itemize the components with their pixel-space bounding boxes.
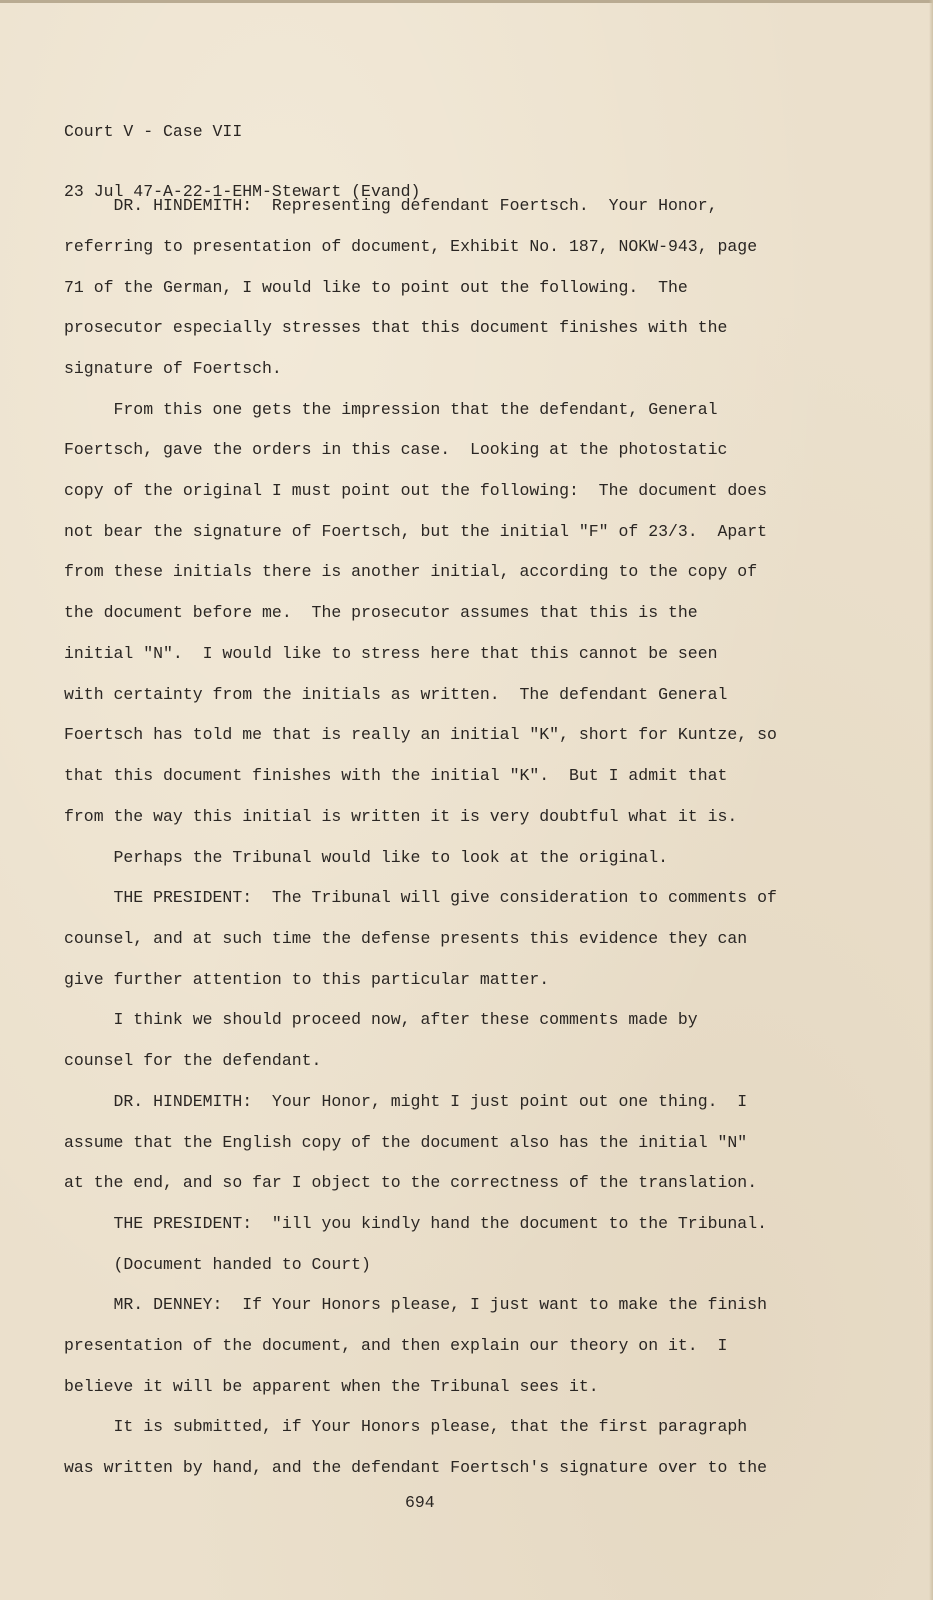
transcript-line: 71 of the German, I would like to point out the following. The [64,278,688,297]
transcript-line: Foertsch, gave the orders in this case. Looking at the photostatic [64,440,728,459]
transcript-line: believe it will be apparent when the Tribunal sees it. [64,1377,599,1396]
transcript-line: copy of the original I must point out the following: The document does [64,481,768,500]
transcript-line: (Document handed to Court) [64,1255,371,1274]
transcript-line: THE PRESIDENT: "ill you kindly hand the document to the Tribunal. [64,1214,768,1233]
transcript-line: initial "N". I would like to stress here that this cannot be seen [64,644,718,663]
transcript-line: Foertsch has told me that is really an initial "K", short for Kuntze, so [64,725,777,744]
transcript-line: presentation of the document, and then explain our theory on it. I [64,1336,728,1355]
transcript-line: counsel for the defendant. [64,1051,322,1070]
transcript-line: with certainty from the initials as written. The defendant General [64,685,728,704]
transcript-line: counsel, and at such time the defense presents this evidence they can [64,929,748,948]
transcript-line: not bear the signature of Foertsch, but the initial "F" of 23/3. Apart [64,522,768,541]
page-right-edge [929,0,933,1600]
transcript-line: from the way this initial is written it is very doubtful what it is. [64,807,738,826]
transcript-line: Perhaps the Tribunal would like to look at the original. [64,848,668,867]
transcript-line: signature of Foertsch. [64,359,282,378]
transcript-line: From this one gets the impression that the defendant, General [64,400,718,419]
page-top-edge [0,0,933,3]
transcript-line: the document before me. The prosecutor assumes that this is the [64,603,698,622]
reference-line: 23 Jul 47-A-22-1-EHM-Stewart (Evand) [64,182,421,201]
transcript-line: that this document finishes with the initial "K". But I admit that [64,766,728,785]
transcript-line: It is submitted, if Your Honors please, that the first paragraph [64,1417,748,1436]
court-case-line: Court V - Case VII [64,122,243,141]
transcript-line: I think we should proceed now, after these comments made by [64,1010,698,1029]
page-number: 694 [405,1493,435,1512]
transcript-line: assume that the English copy of the document also has the initial "N" [64,1133,748,1152]
transcript-line: prosecutor especially stresses that this document finishes with the [64,318,728,337]
transcript-line: from these initials there is another initial, according to the copy of [64,562,758,581]
transcript-line: was written by hand, and the defendant Foertsch's signature over to the [64,1458,768,1477]
transcript-line: give further attention to this particular matter. [64,970,550,989]
transcript-line: THE PRESIDENT: The Tribunal will give consideration to comments of [64,888,777,907]
transcript-line: referring to presentation of document, Exhibit No. 187, NOKW-943, page [64,237,758,256]
transcript-line: at the end, and so far I object to the correctness of the translation. [64,1173,758,1192]
transcript-line: MR. DENNEY: If Your Honors please, I just want to make the finish [64,1295,768,1314]
transcript-body [64,196,884,1477]
transcript-line: DR. HINDEMITH: Representing defendant Foertsch. Your Honor, [64,196,718,215]
transcript-line: DR. HINDEMITH: Your Honor, might I just point out one thing. I [64,1092,748,1111]
